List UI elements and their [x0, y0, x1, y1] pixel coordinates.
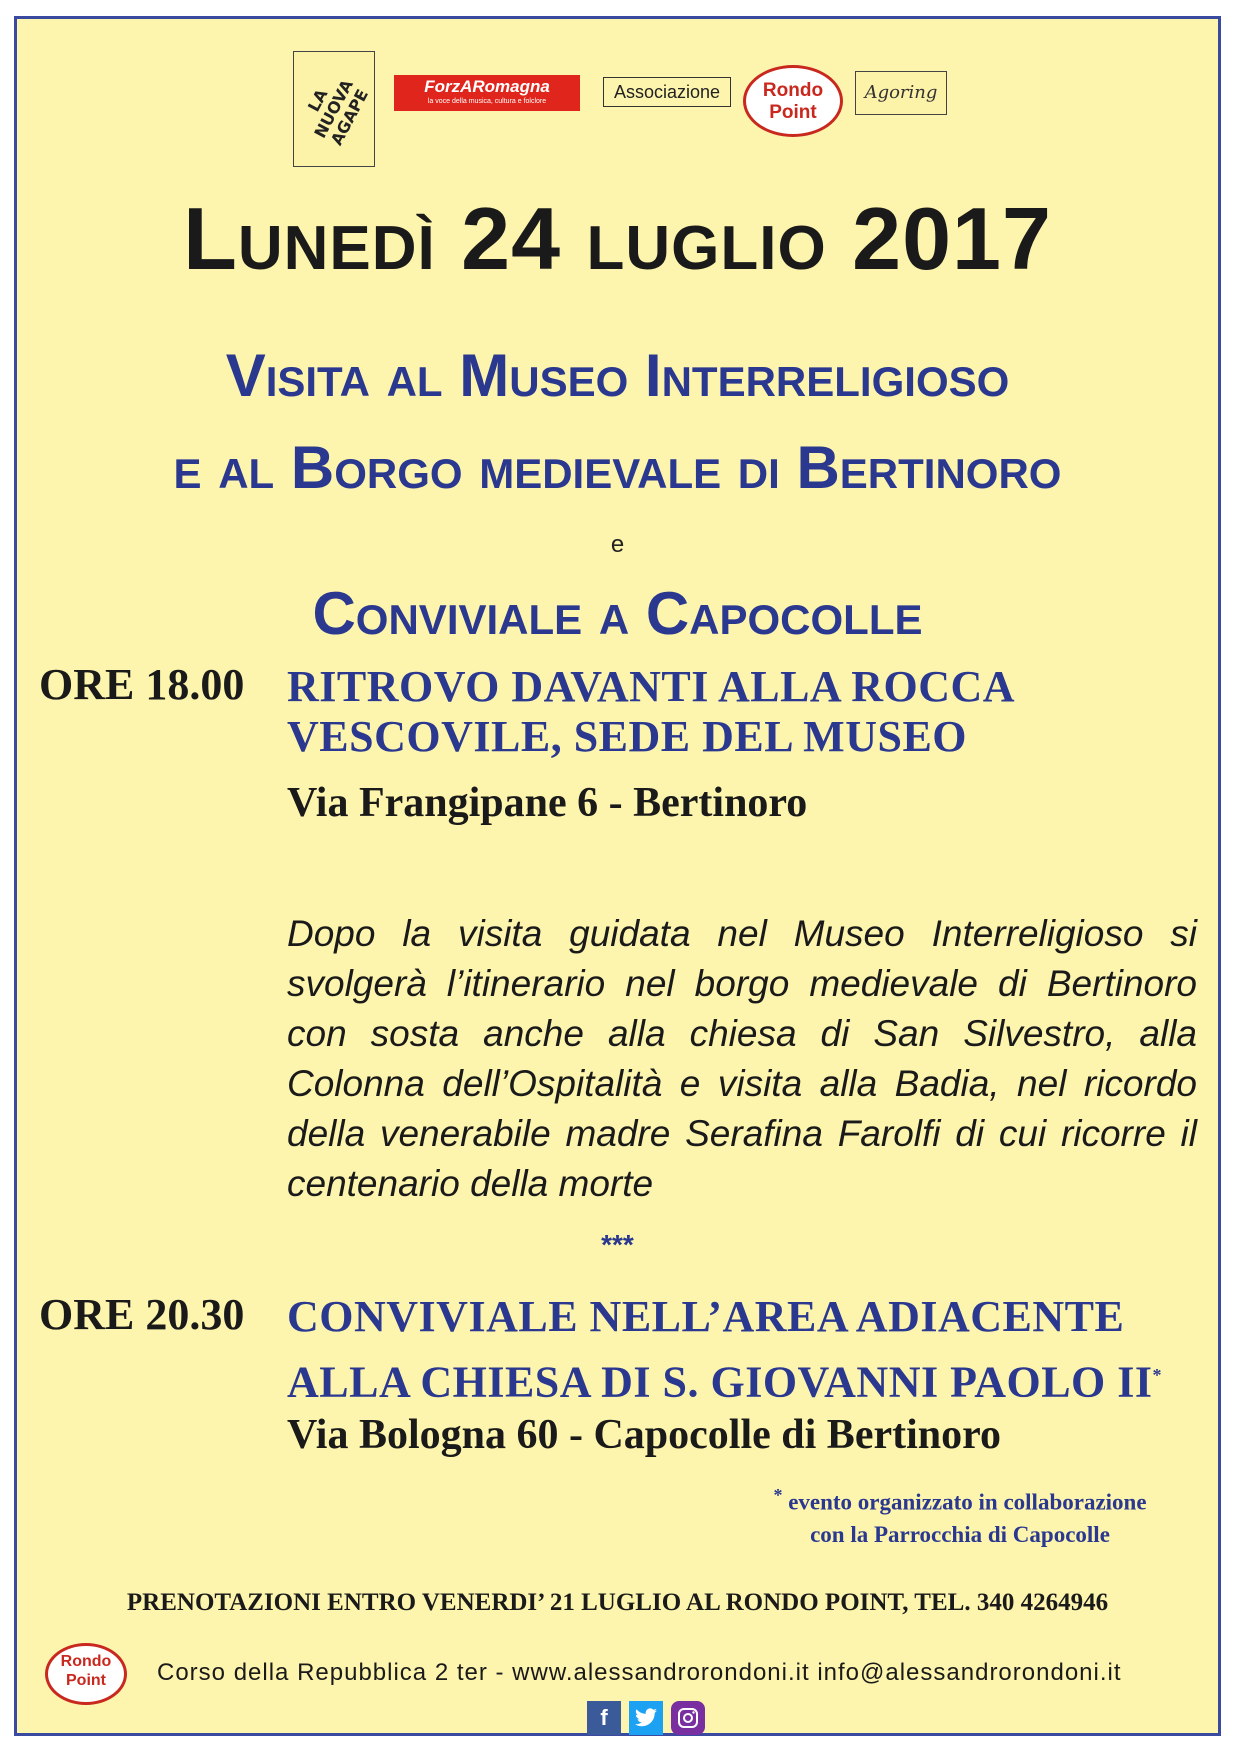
social-icons: [587, 1701, 705, 1737]
logo-rondo-line1: Rondo: [762, 80, 824, 101]
instagram-icon[interactable]: [671, 1701, 705, 1735]
logo-agoring: Agoring: [855, 71, 947, 115]
event2-time: ORE 20.30: [39, 1290, 245, 1339]
logo-rondo-line2: Point: [769, 102, 817, 123]
footer-contacts: Corso della Repubblica 2 ter - www.alessandrorondoni.it info@alessandrorondoni.it: [157, 1659, 1122, 1686]
event1-description: Dopo la visita guidata nel Museo Interreligioso si svolgerà l’itinerario nel borgo medievale di Bertinoro con sosta anche alla chiesa di San Silvestro, alla Colonna dell’Ospitalità e visita alla Badia, nel ricordo della venerabile madre Serafina Farolfi di cui ricorre il centenario della morte: [287, 913, 1197, 1204]
note-line-1: [730, 1479, 1190, 1519]
event1-heading-2: VESCOVILE, SEDE DEL MUSEO: [287, 712, 968, 761]
logo-forza-text: ForzARomagna: [424, 77, 550, 96]
booking-info: PRENOTAZIONI ENTRO VENERDI’ 21 LUGLIO AL RONDO POINT, TEL. 340 4264946: [126, 1589, 1109, 1616]
event2-heading-2-text: ALLA CHIESA DI S. GIOVANNI PAOLO II: [287, 1357, 1153, 1407]
poster: [14, 16, 1221, 1736]
footer-rondo-line2: Point: [66, 1672, 106, 1689]
logo-rondo-point: [743, 65, 843, 137]
title-line-1: Visita al Museo Interreligioso: [225, 342, 1010, 409]
title-line-3: Conviviale a Capocolle: [312, 580, 923, 647]
event2-heading-1: CONVIVIALE NELL’AREA ADIACENTE: [287, 1292, 1125, 1341]
event2-asterisk: *: [1152, 1365, 1163, 1385]
event1-address: Via Frangipane 6 - Bertinoro: [287, 780, 808, 826]
event2-address: Via Bologna 60 - Capocolle di Bertinoro: [287, 1412, 1001, 1458]
footer-rondo-line1: Rondo: [60, 1653, 112, 1670]
event-date: [17, 189, 1218, 289]
logo-forza-tagline: la voce della musica, cultura e folclore: [427, 98, 547, 105]
logo-forzaromagna: [394, 75, 580, 111]
footer-rondo-point-logo: [45, 1643, 127, 1705]
event1-time: ORE 18.00: [39, 660, 245, 709]
twitter-icon[interactable]: [629, 1701, 663, 1735]
title-conjunction: e: [610, 531, 625, 558]
event-date-text: Lunedì 24 luglio 2017: [183, 189, 1052, 288]
logo-associazione: Associazione: [603, 77, 731, 107]
event1-heading-1: RITROVO DAVANTI ALLA ROCCA: [287, 662, 1016, 711]
note-line-1-text: evento organizzato in collaborazione: [788, 1489, 1147, 1515]
title-line-2: e al Borgo medievale di Bertinoro: [173, 434, 1062, 501]
event2-heading-2: [287, 1347, 1162, 1411]
note-asterisk: *: [773, 1485, 783, 1505]
note-line-2: con la Parrocchia di Capocolle: [810, 1521, 1110, 1547]
separator: ***: [601, 1229, 634, 1260]
logo-agape-text: LA NUOVA AGAPE: [303, 76, 373, 149]
sponsor-logos: [17, 43, 1218, 163]
facebook-icon[interactable]: f: [587, 1701, 621, 1735]
collaboration-note: [730, 1479, 1190, 1551]
logo-la-nuova-agape: [293, 51, 375, 167]
